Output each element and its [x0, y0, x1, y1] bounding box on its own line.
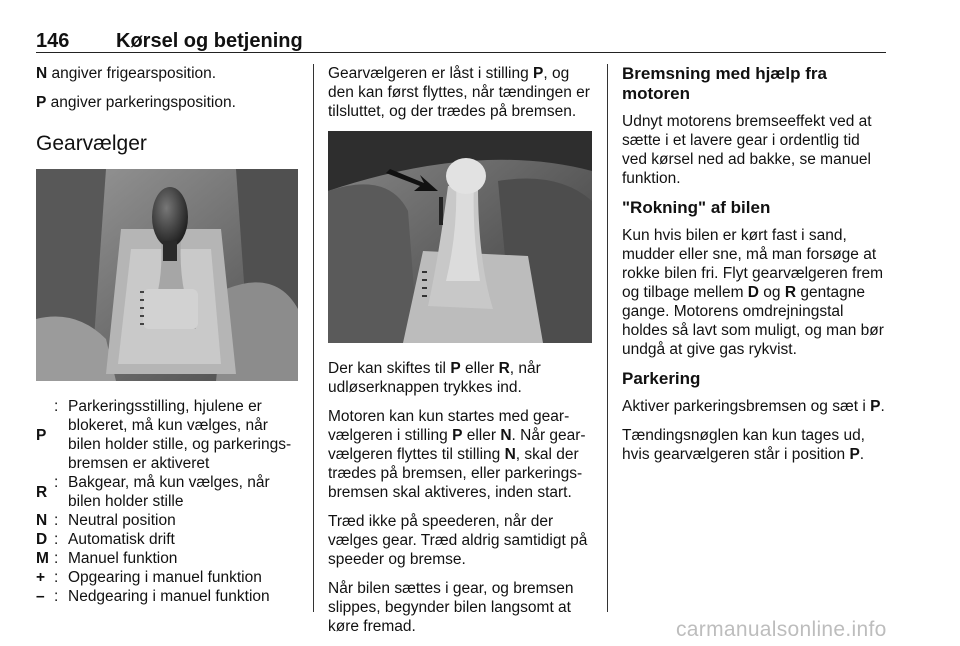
paragraph: Når bilen sættes i gear, og bremsen slippes, begynder bilen langsomt at køre fremad. — [328, 580, 574, 635]
list-item: R : Bakgear, må kun vælges, når bilen holder stille — [36, 474, 270, 510]
list-item: + : Opgearing i manuel funktion — [36, 569, 262, 586]
list-item: D : Automatisk drift — [36, 531, 175, 548]
paragraph: Gearvælgeren er låst i stilling P, og den kan først flyttes, når tændingen er tilsluttet, og der trædes på bremsen. — [328, 65, 590, 120]
paragraph: Motoren kan kun startes med gear-vælgeren i stilling P eller N. Når gear-vælgeren flyttes til stilling N, skal der trædes på bremsen, eller parkerings-bremsen skal aktiveres, inden start. — [328, 408, 586, 501]
column-1 — [36, 64, 298, 606]
watermark: carmanualsonline.info — [676, 618, 887, 641]
column-3 — [622, 64, 888, 474]
release-button-photo — [328, 131, 592, 343]
plus-icon: + — [36, 569, 46, 586]
list-item: N : Neutral position — [36, 512, 176, 529]
section-heading: Bremsning med hjælp fra motoren — [622, 64, 827, 103]
paragraph: P angiver parkeringsposition. — [36, 94, 236, 111]
paragraph: Udnyt motorens bremseeffekt ved at sætte i et lavere gear i ordentlig tid ved kørsel ned ad bakke, se manuel funktion. — [622, 113, 872, 187]
header-rule — [36, 52, 886, 53]
page-header — [36, 30, 886, 52]
paragraph: Aktiver parkeringsbremsen og sæt i P. — [622, 398, 885, 415]
section-heading: Parkering — [622, 369, 701, 388]
column-divider — [607, 64, 608, 612]
column-divider — [313, 64, 314, 612]
paragraph: Der kan skiftes til P eller R, når udløserknappen trykkes ind. — [328, 360, 541, 396]
list-item: – : Nedgearing i manuel funktion — [36, 588, 270, 605]
list-item: M : Manuel funktion — [36, 550, 178, 567]
paragraph: Træd ikke på speederen, når der vælges gear. Træd aldrig samtidigt på speeder og bremse. — [328, 513, 588, 568]
list-item: P : Parkeringsstilling, hjulene er blokeret, må kun vælges, når bilen holder stille, og parkerings-bremsen er aktiveret — [36, 398, 292, 472]
gear-position-list — [36, 397, 298, 606]
column-2 — [328, 64, 592, 646]
chapter-title: Kørsel og betjening — [116, 30, 303, 52]
paragraph: Kun hvis bilen er kørt fast i sand, mudder eller sne, må man forsøge at rokke bilen fri. Flyt gearvælgeren frem og tilbage mellem D og R gentagne gange. Motorens omdrejningstal holdes så lavt som muligt, og man bør undgå at give gas rykvist. — [622, 227, 884, 358]
paragraph: Tændingsnøglen kan kun tages ud, hvis gearvælgeren står i position P. — [622, 427, 865, 463]
gear-lever-arrow-illustration — [328, 131, 592, 343]
section-heading: "Rokning" af bilen — [622, 198, 771, 217]
paragraph: N angiver frigearsposition. — [36, 65, 217, 82]
gear-selector-photo — [36, 169, 298, 381]
page-number: 146 — [36, 30, 70, 52]
gear-lever-illustration — [36, 169, 298, 381]
section-heading: Gearvælger — [36, 132, 147, 155]
minus-icon: – — [36, 588, 45, 605]
